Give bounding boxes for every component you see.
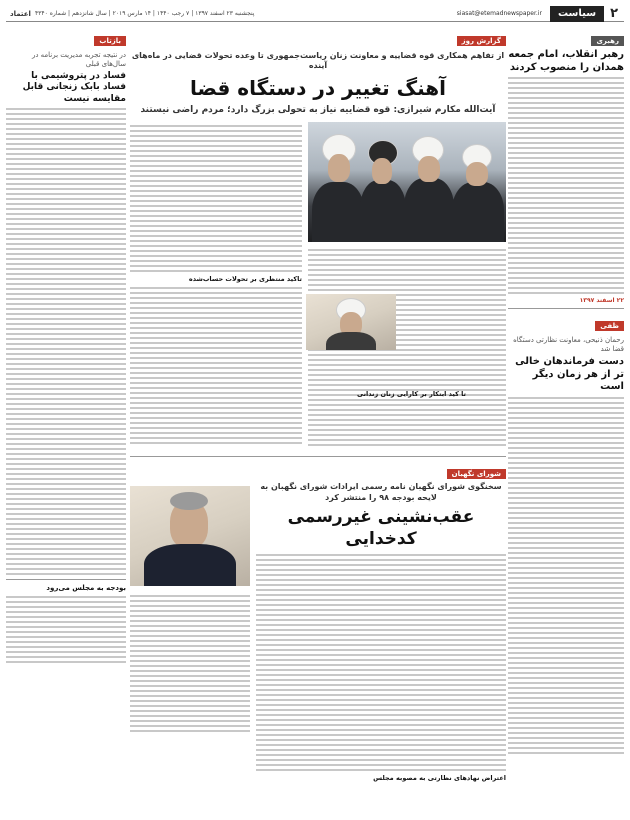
left-column [6,28,126,814]
tag-military: ظفی [595,321,624,331]
kicker-judiciary: از تفاهم همکاری قوه قضاییه و معاونت زنان ریاست‌جمهوری تا وعده تحولات قضایی در ماه‌های آینده [131,51,505,71]
headline-kadkhodaei: عقب‌نشینی غیررسمی کدخدایی [287,507,475,549]
headline-commanders: دست فرماندهان خالی تر از هر زمان دیگر است [515,356,624,393]
article-body-commanders [508,397,624,754]
newspaper-logo: اعتماد [10,9,31,18]
article-body-petrochem [6,108,126,575]
tag-daily-report: گزارش روز [457,36,506,46]
section-title: سیاست [550,6,604,22]
photo-kadkhodaei [130,486,250,586]
article-body-kadkhodaei-2 [130,595,250,732]
subhead-oversight: اعتراض نهادهای نظارتی به مصوبه مجلس [373,773,506,782]
story-judiciary [130,122,506,452]
article-body-judiciary-1 [130,125,302,272]
headline-appointment: رهبر انقلاب، امام جمعه همدان را منصوب کردند [508,49,624,73]
byline-date: ۲۲ اسفند ۱۳۹۷ [579,297,624,304]
article-body-budget [6,596,126,663]
article-body-appointment [508,77,624,294]
kicker-petrochem: در نتیجه تجربه مدیریت برنامه در سال‌های قبلی [31,51,126,69]
divider [6,579,126,580]
right-column [508,28,624,814]
divider [508,308,624,309]
photo-clerics [308,122,506,242]
story-guardian-council [130,482,506,782]
tag-guardian-council: شورای نگهبان [447,469,506,479]
article-body-judiciary-2 [130,287,302,444]
photo-makarem [306,294,396,350]
main-column [130,28,506,814]
headline-petrochem: فساد در پتروشیمی با فساد بابک زنجانی قابل مقایسه نیست [22,71,126,104]
dateline: پنجشنبه ۲۳ اسفند ۱۳۹۷ | ۷ رجب ۱۴۴۰ | ۱۴ مارس ۲۰۱۹ | سال شانزدهم | شماره ۴۳۴۰ [34,10,255,17]
section-email: siasat@etemadnewspaper.ir [456,10,542,17]
kicker-commanders: رحمان ذنیحی، معاونت نظارتی دستگاه قضا شد [513,336,624,354]
subhead-montazeri: تاکید منتظری بر تحولات حساب‌شده [188,275,302,284]
divider [130,456,506,457]
kicker-budget: بودجه به مجلس می‌رود [46,583,126,592]
page-number: ۲ [610,6,618,21]
tag-leadership: رهبری [591,36,624,46]
kicker-guardian-council: سخنگوی شورای نگهبان نامه رسمی ایرادات شورای نگهبان به لایحه بودجه ۹۸ را منتشر کرد [260,482,502,502]
subhead-ebtekar: تا کید ابتکار بر کارایی زنان زندانی [357,390,466,399]
article-body-kadkhodaei [256,554,506,771]
headline-judiciary: آهنگ تغییر در دستگاه قضا [190,75,446,100]
page-header [6,6,624,22]
subhead-judiciary: آیت‌الله مکارم شیرازی: قوه قضاییه نیاز به تحولی بزرگ دارد؛ مردم راضی نیستند [140,104,496,115]
tag-reflection: بازتاب [94,36,126,46]
